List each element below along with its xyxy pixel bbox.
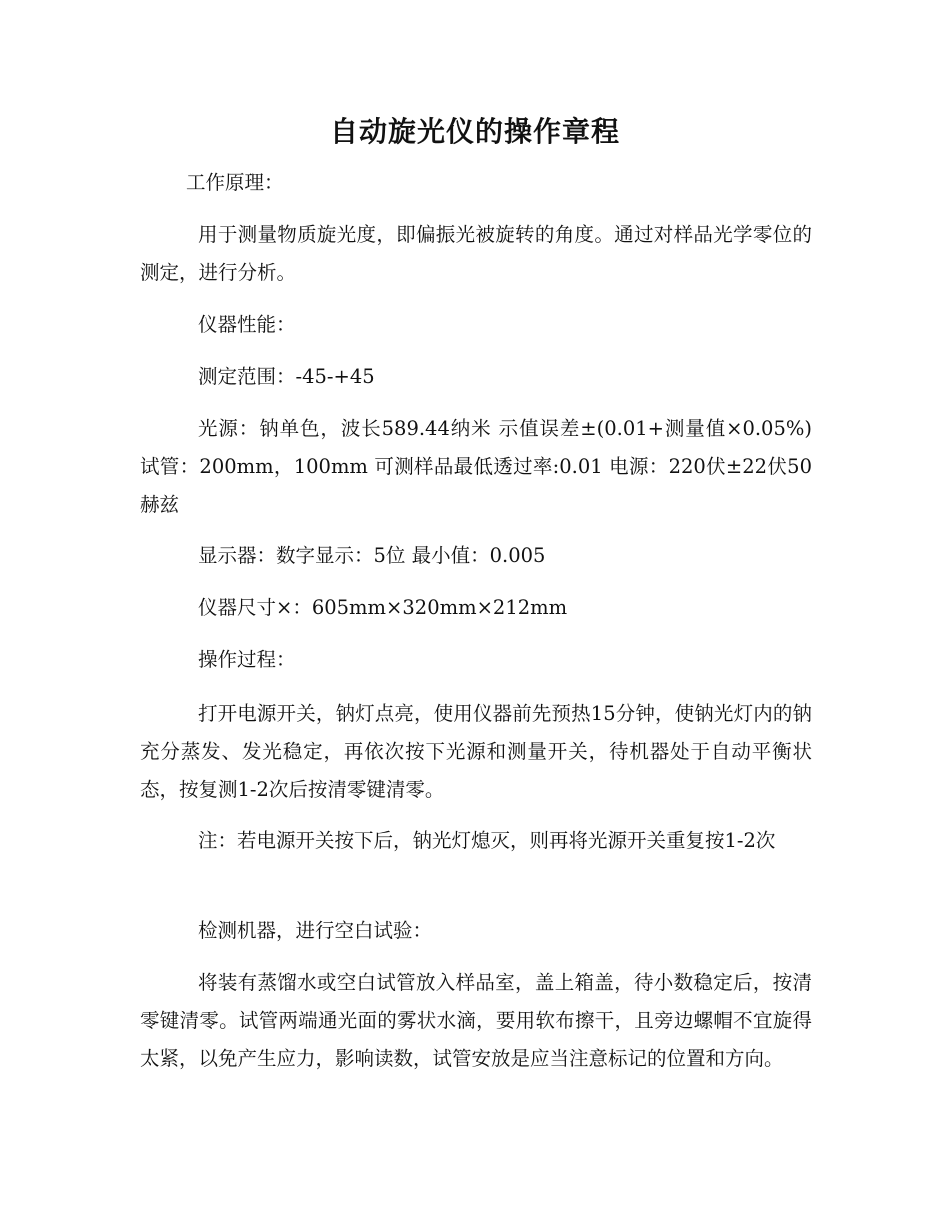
section-heading-blank-test: 检测机器，进行空白试验： [198, 919, 433, 942]
paragraph-procedure: 打开电源开关，钠灯点亮，使用仪器前先预热15分钟，使钠光灯内的钠充分蒸发、发光稳定，再依次按下光源和测量开关，待机器处于自动平衡状态，按复测1-2次后按清零键清零。 [140, 702, 812, 801]
paragraph-display: 显示器：数字显示：5位 最小值：0.005 [198, 544, 546, 567]
paragraph-principle: 用于测量物质旋光度，即偏振光被旋转的角度。通过对样品光学零位的测定，进行分析。 [140, 223, 812, 284]
paragraph-range: 测定范围：-45-+45 [198, 365, 375, 388]
section-heading-performance: 仪器性能： [198, 313, 296, 336]
document-title: 自动旋光仪的操作章程 [329, 115, 620, 148]
section-heading-procedure: 操作过程： [198, 648, 296, 671]
section-heading-principle: 工作原理： [186, 171, 284, 194]
paragraph-dimensions: 仪器尺寸×：605mm×320mm×212mm [198, 596, 568, 619]
paragraph-note: 注：若电源开关按下后，钠光灯熄灭，则再将光源开关重复按1-2次 [198, 829, 776, 852]
paragraph-blank-test: 将装有蒸馏水或空白试管放入样品室，盖上箱盖，待小数稳定后，按清零键清零。试管两端通光面的雾状水滴，要用软布擦干，且旁边螺帽不宜旋得太紧，以免产生应力，影响读数，试管安放是应当注意标记的位置和方向。 [140, 971, 812, 1070]
paragraph-light-source: 光源：钠单色，波长589.44纳米 示值误差±(0.01+测量值×0.05%) 试管：200mm，100mm 可测样品最低透过率:0.01 电源：220伏±22伏50赫兹 [140, 417, 812, 516]
